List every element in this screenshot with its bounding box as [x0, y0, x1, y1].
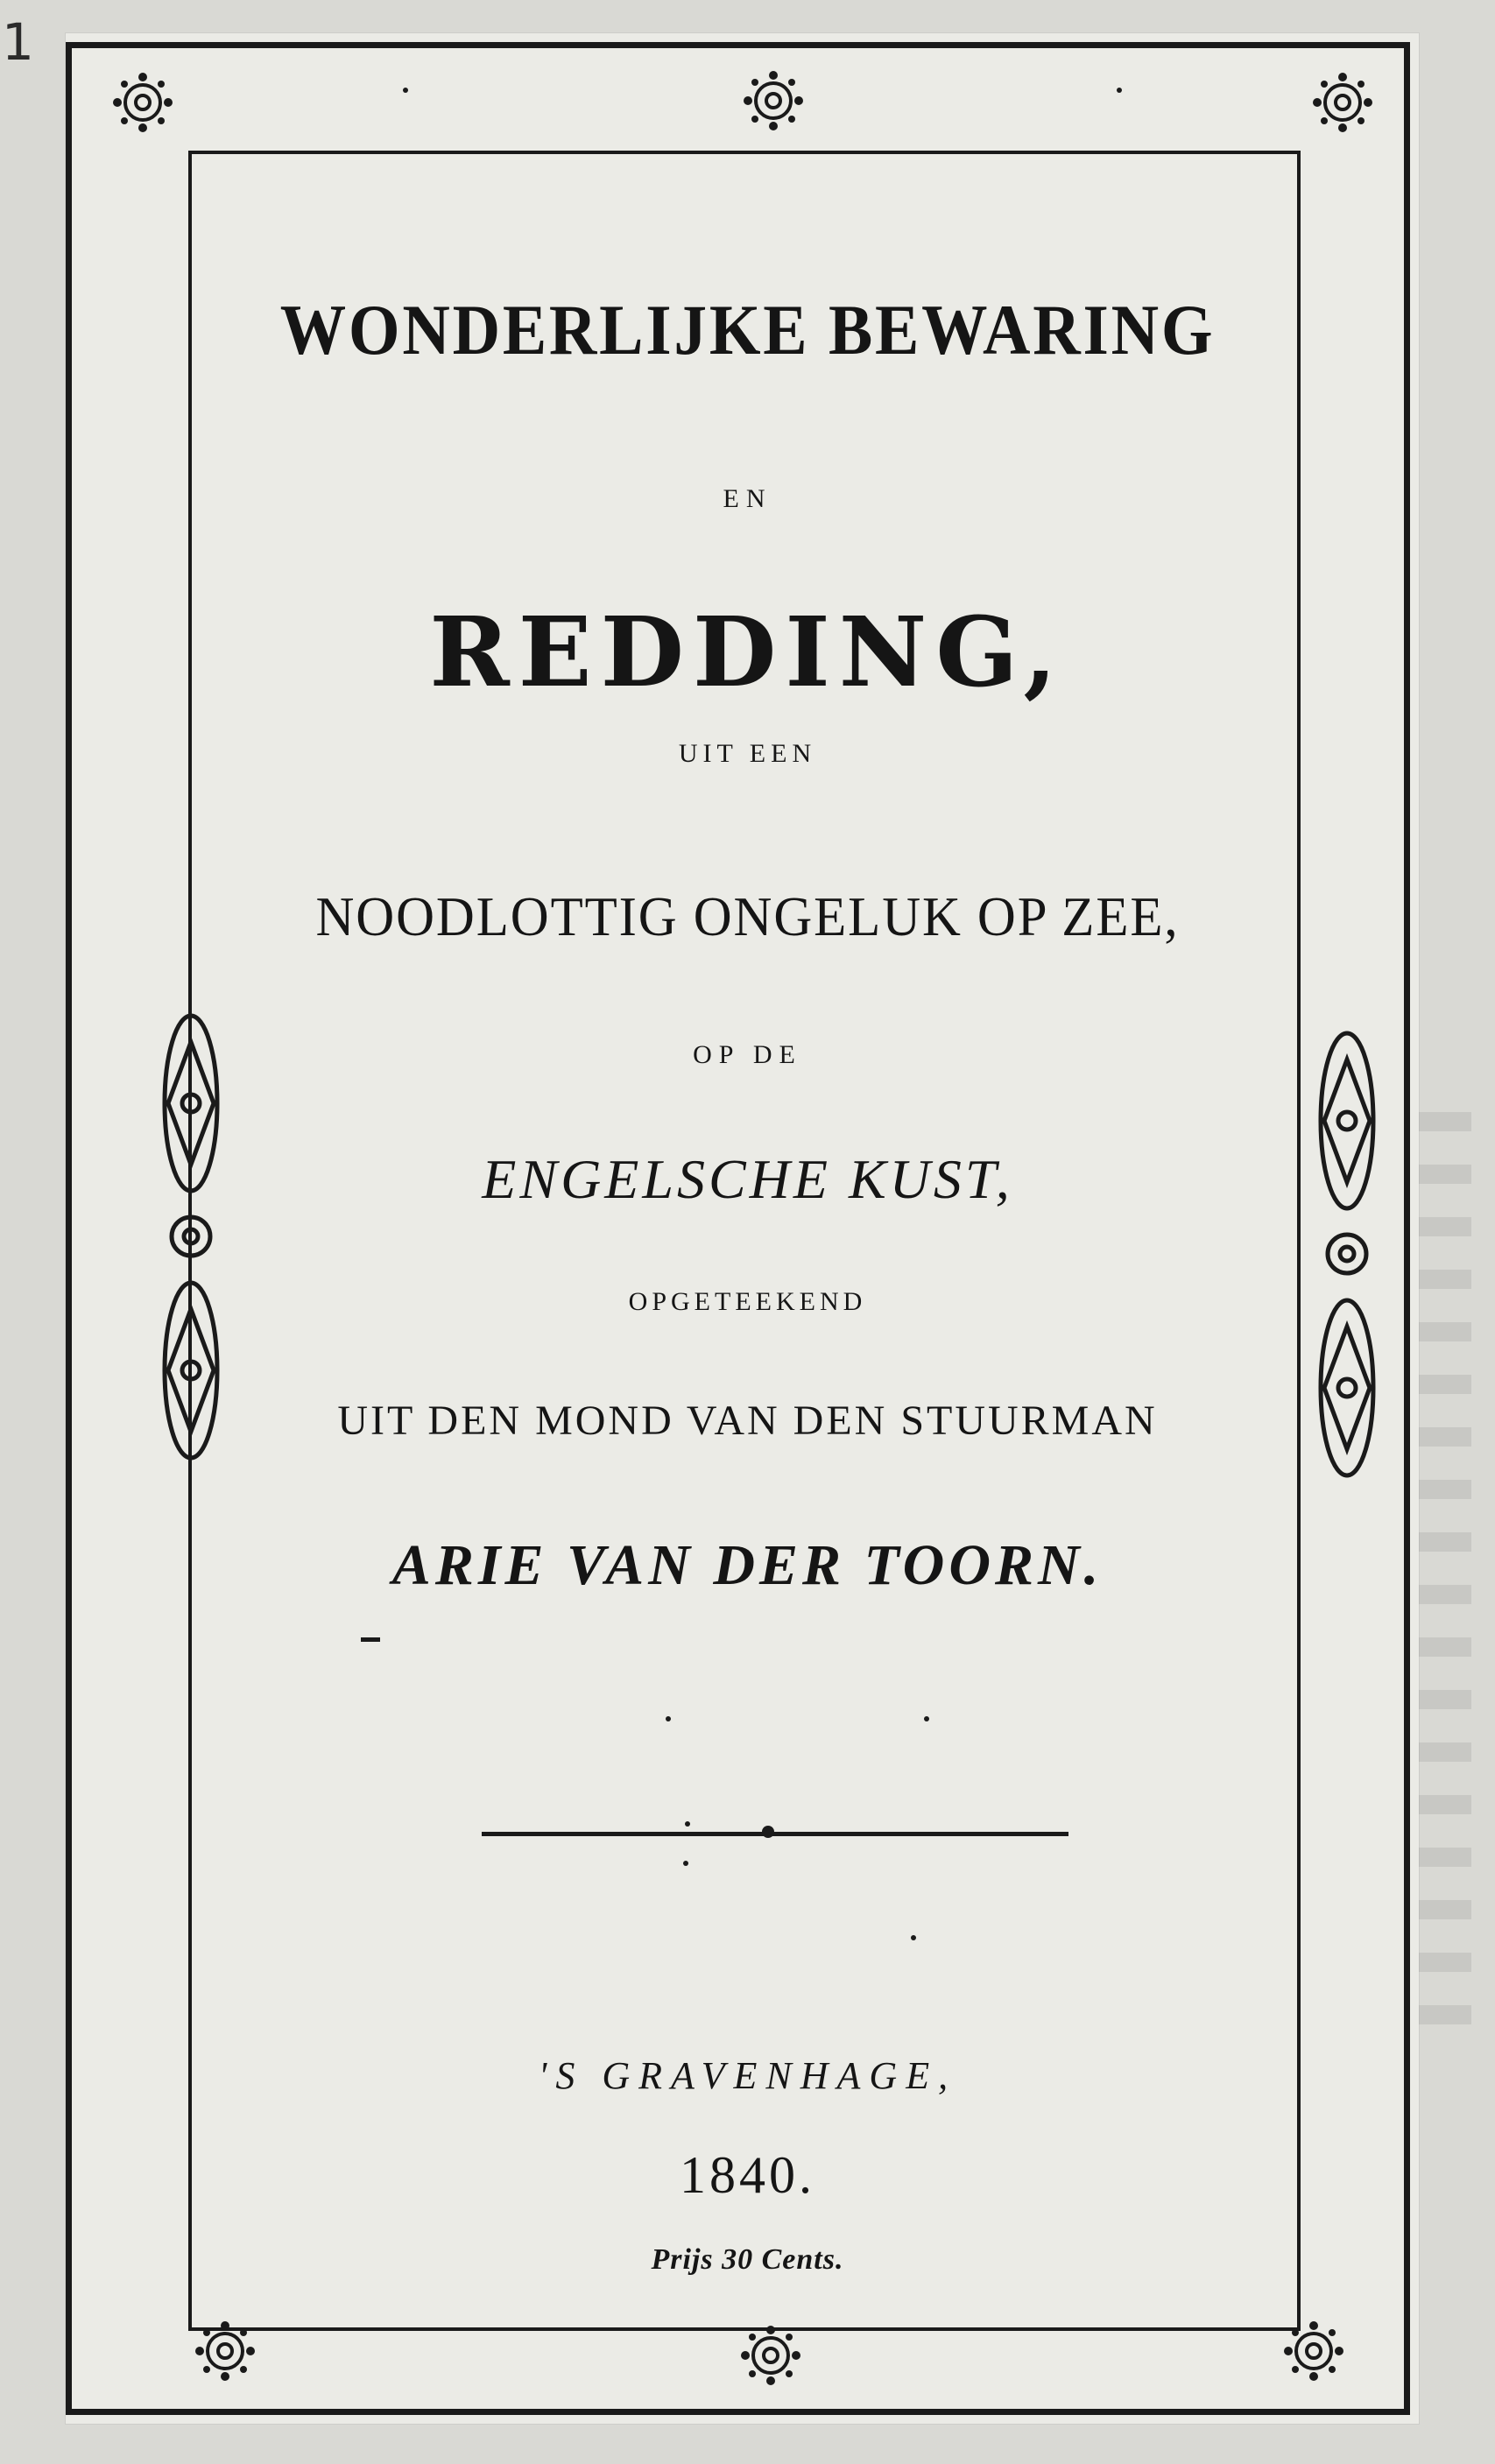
rosette-ornament-icon — [1283, 2320, 1344, 2382]
title-line-2: REDDING, — [429, 595, 1066, 708]
ink-speck — [403, 88, 408, 93]
subtitle-line: NOODLOTTIG ONGELUK OP ZEE, — [315, 885, 1180, 947]
recorded-line: OPGETEEKEND — [628, 1287, 867, 1316]
title-line-1: WONDERLIJKE BEWARING — [279, 290, 1216, 370]
ink-speck — [685, 1821, 690, 1827]
stray-dash — [361, 1637, 380, 1642]
ink-speck — [683, 1861, 688, 1866]
price-line: Prijs 30 Cents. — [651, 2243, 844, 2276]
source-line: UIT DEN MOND VAN DEN STUURMAN — [337, 1397, 1158, 1444]
ink-speck — [911, 1935, 916, 1940]
rosette-ornament-icon — [743, 70, 804, 131]
rosette-ornament-icon — [112, 72, 173, 133]
ink-speck — [924, 1716, 929, 1721]
imprint-place: 'S GRAVENHAGE, — [538, 2054, 957, 2097]
diamond-medallion-ornament-icon — [156, 1007, 226, 1462]
ink-speck — [666, 1716, 671, 1721]
margin-mark: 1 — [2, 12, 34, 72]
rosette-ornament-icon — [1312, 72, 1373, 133]
separator-rule — [482, 1832, 1068, 1836]
imprint-year: 1840. — [680, 2146, 815, 2204]
inner-border — [188, 151, 1301, 2331]
rosette-ornament-icon — [194, 2320, 256, 2382]
title-conjunction: EN — [723, 484, 772, 513]
location-line: ENGELSCHE KUST, — [482, 1148, 1013, 1210]
preposition-line: UIT EEN — [678, 739, 817, 768]
preposition-line-2: OP DE — [693, 1040, 802, 1069]
author-name: ARIE VAN DER TOORN. — [391, 1533, 1104, 1597]
rosette-ornament-icon — [740, 2325, 801, 2386]
ink-speck — [1117, 88, 1122, 93]
separator-ornament — [762, 1826, 774, 1838]
